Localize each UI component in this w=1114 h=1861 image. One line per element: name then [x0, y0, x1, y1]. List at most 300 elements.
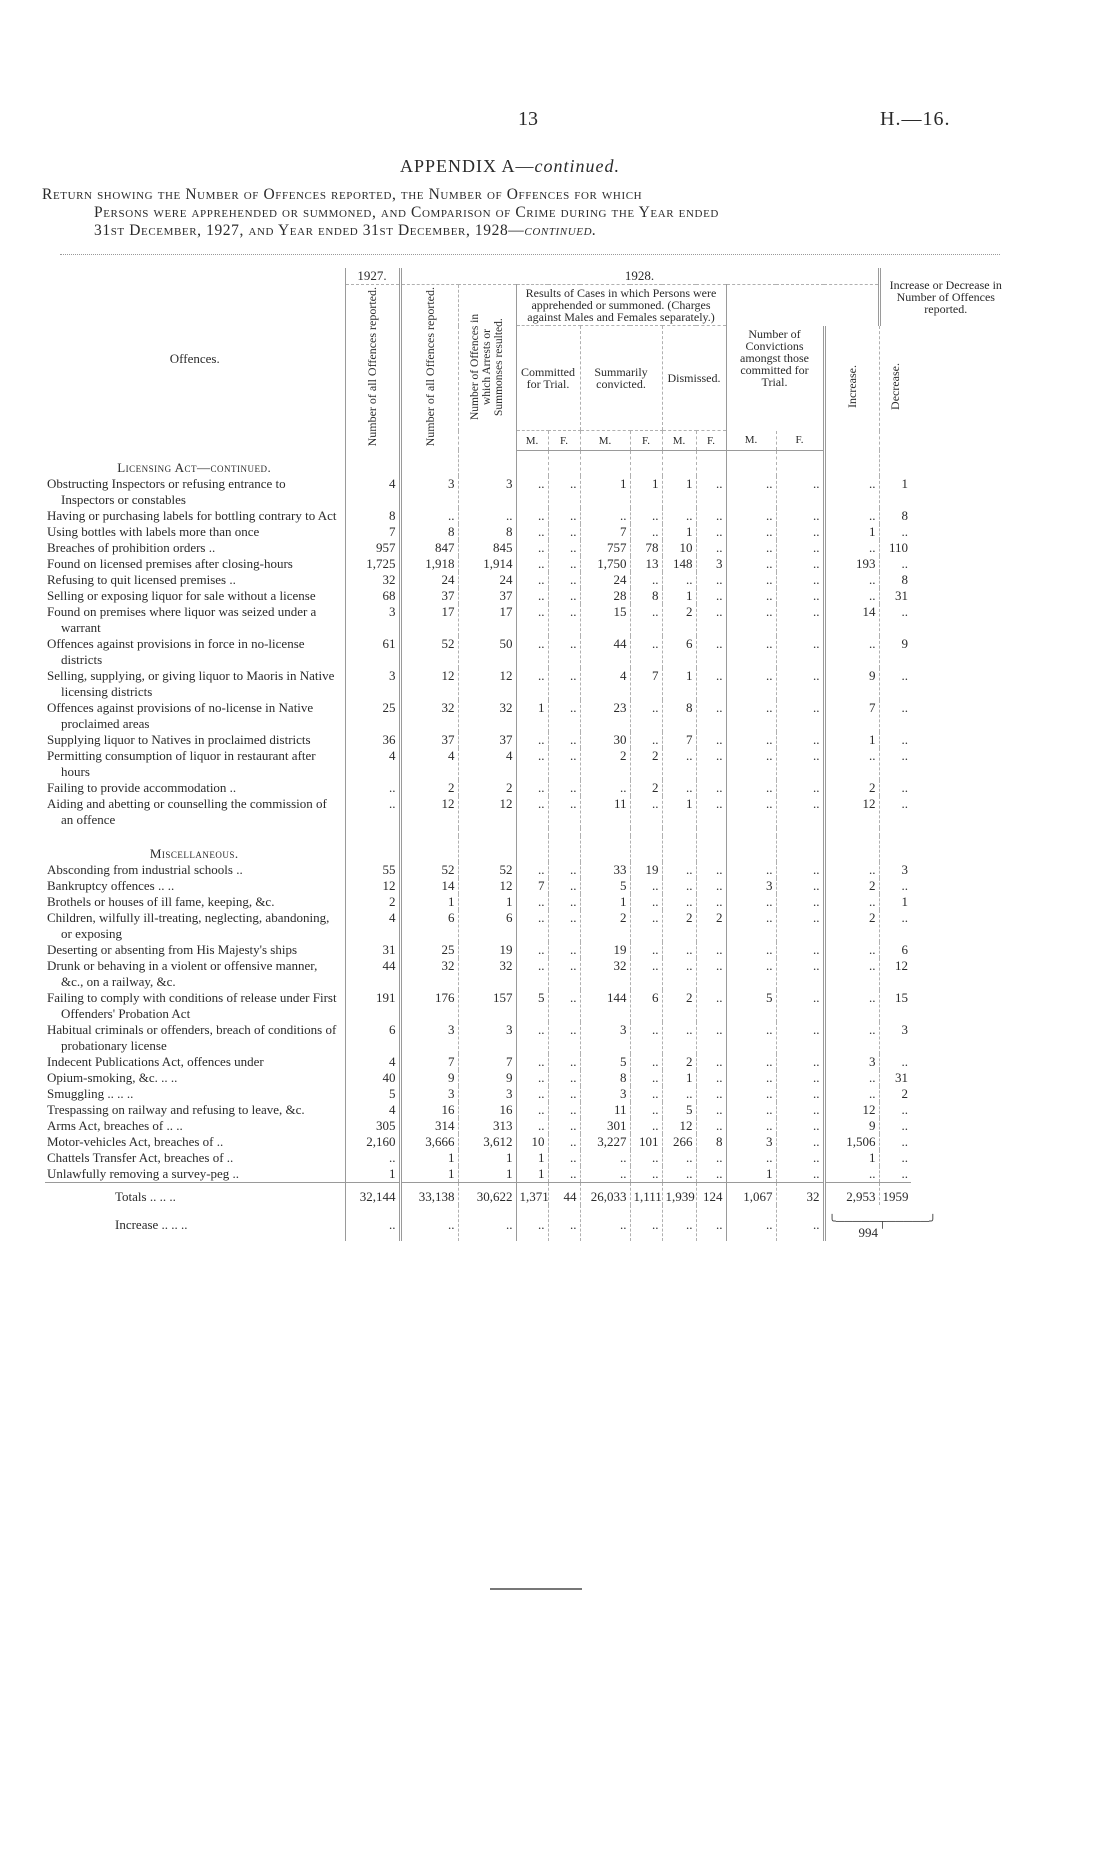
totals-cell: 32	[776, 1183, 824, 1206]
value-cell: ..	[824, 508, 879, 524]
value-cell: ..	[516, 732, 548, 748]
value-cell: ..	[548, 1070, 580, 1086]
table-row	[45, 540, 1011, 556]
table-row	[45, 1150, 1011, 1166]
table-row	[45, 1086, 1011, 1102]
value-cell: 7	[580, 524, 630, 540]
value-cell: 1	[824, 524, 879, 540]
value-cell: ..	[548, 1086, 580, 1102]
value-cell: 2	[824, 910, 879, 942]
heading-line-3-text: 31st December, 1927, and Year ended 31st December, 1928—	[94, 222, 525, 239]
value-cell: 17	[458, 604, 516, 636]
value-cell: 6	[400, 910, 458, 942]
value-cell: ..	[726, 1150, 776, 1166]
offence-label: Breaches of prohibition orders ..	[47, 540, 216, 556]
increase-label: Increase .. .. ..	[115, 1217, 188, 1233]
section-header-row	[45, 836, 1011, 862]
value-cell: ..	[516, 540, 548, 556]
value-cell: 3	[458, 476, 516, 508]
document-code: H.—16.	[880, 108, 951, 130]
value-cell: ..	[630, 604, 662, 636]
empty-cell	[580, 836, 630, 862]
value-cell: 3	[345, 668, 400, 700]
offence-label: Trespassing on railway and refusing to leave, &c.	[47, 1102, 305, 1118]
value-cell: ..	[548, 572, 580, 588]
table-row	[45, 476, 1011, 508]
value-cell: ..	[726, 1070, 776, 1086]
value-cell: ..	[776, 878, 824, 894]
value-cell: ..	[548, 942, 580, 958]
value-cell: 176	[400, 990, 458, 1022]
empty-cell	[516, 450, 548, 476]
empty-cell	[548, 836, 580, 862]
heading-line-1: Return showing the Number of Offences reported, the Number of Offences for which	[42, 186, 643, 203]
value-cell: 2	[345, 894, 400, 910]
value-cell: ..	[696, 1054, 726, 1070]
section-title: Miscellaneous.	[149, 846, 239, 862]
value-cell: ..	[776, 942, 824, 958]
net-increase-value: 994	[858, 1225, 879, 1241]
value-cell: ..	[824, 1070, 879, 1086]
value-cell: ..	[776, 780, 824, 796]
increase-cell: ..	[458, 1205, 516, 1241]
increase-cell: ..	[726, 1205, 776, 1241]
value-cell: ..	[726, 556, 776, 572]
header-summarily-f: F.	[630, 431, 662, 451]
value-cell: ..	[776, 476, 824, 508]
header-dismissed-f: F.	[696, 431, 726, 451]
header-decrease	[879, 326, 911, 451]
offence-label: Obstructing Inspectors or refusing entrance to Inspectors or constables	[47, 476, 286, 508]
value-cell: 68	[345, 588, 400, 604]
value-cell: ..	[824, 572, 879, 588]
appendix-title	[400, 156, 620, 177]
net-increase-cell	[824, 1205, 937, 1241]
table-row	[45, 1102, 1011, 1118]
increase-cell: ..	[548, 1205, 580, 1241]
value-cell: ..	[548, 524, 580, 540]
value-cell: ..	[726, 1086, 776, 1102]
header-increase-decrease: Increase or Decrease in Number of Offences reported.	[879, 268, 1011, 326]
table-row	[45, 1118, 1011, 1134]
value-cell: ..	[696, 1022, 726, 1054]
value-cell: ..	[696, 796, 726, 828]
value-cell: ..	[662, 958, 696, 990]
value-cell: ..	[776, 588, 824, 604]
empty-cell	[879, 836, 911, 862]
value-cell: ..	[548, 540, 580, 556]
value-cell: 78	[630, 540, 662, 556]
value-cell: ..	[776, 990, 824, 1022]
table-row	[45, 878, 1011, 894]
value-cell: 6	[458, 910, 516, 942]
value-cell: ..	[630, 1118, 662, 1134]
value-cell: 11	[580, 796, 630, 828]
value-cell: 3	[824, 1054, 879, 1070]
value-cell: ..	[776, 636, 824, 668]
increase-cell: ..	[776, 1205, 824, 1241]
value-cell: 1	[824, 732, 879, 748]
increase-row	[45, 1205, 1011, 1241]
value-cell: ..	[662, 878, 696, 894]
value-cell: ..	[726, 1022, 776, 1054]
value-cell: 31	[879, 588, 911, 604]
empty-cell	[824, 450, 879, 476]
value-cell: ..	[879, 1150, 911, 1166]
value-cell: 32	[400, 958, 458, 990]
value-cell: ..	[548, 1134, 580, 1150]
value-cell: ..	[776, 1118, 824, 1134]
value-cell: ..	[776, 894, 824, 910]
value-cell: ..	[548, 476, 580, 508]
value-cell: 6	[662, 636, 696, 668]
table-row	[45, 942, 1011, 958]
value-cell: 11	[580, 1102, 630, 1118]
value-cell: 33	[580, 862, 630, 878]
heading-line-3-italic: continued.	[524, 222, 597, 239]
value-cell: 1	[580, 894, 630, 910]
table-row	[45, 668, 1011, 700]
offence-label: Deserting or absenting from His Majesty's ships	[47, 942, 298, 958]
value-cell: ..	[696, 636, 726, 668]
value-cell: 1	[662, 524, 696, 540]
value-cell: 4	[400, 748, 458, 780]
value-cell: ..	[548, 1150, 580, 1166]
value-cell: ..	[580, 1150, 630, 1166]
value-cell: 1	[345, 1166, 400, 1183]
value-cell: ..	[662, 1150, 696, 1166]
value-cell: ..	[630, 1070, 662, 1086]
totals-cell: 1,371	[516, 1183, 548, 1206]
value-cell: ..	[726, 780, 776, 796]
value-cell: ..	[824, 540, 879, 556]
offence-label: Supplying liquor to Natives in proclaimed districts	[47, 732, 311, 748]
value-cell: 8	[345, 508, 400, 524]
value-cell: 1,914	[458, 556, 516, 572]
header-committed: Committed for Trial.	[516, 326, 580, 431]
offence-label: Offences against provisions of no-license in Native proclaimed areas	[47, 700, 314, 732]
value-cell: 3	[458, 1022, 516, 1054]
value-cell: ..	[516, 748, 548, 780]
value-cell: 3	[400, 1086, 458, 1102]
empty-cell	[726, 450, 776, 476]
value-cell: 1	[400, 894, 458, 910]
value-cell: ..	[726, 508, 776, 524]
value-cell: 23	[580, 700, 630, 732]
offence-label: Brothels or houses of ill fame, keeping, &c.	[47, 894, 275, 910]
value-cell: 4	[345, 476, 400, 508]
value-cell: 8	[879, 572, 911, 588]
value-cell: ..	[879, 700, 911, 732]
value-cell: ..	[630, 1054, 662, 1070]
value-cell: 5	[580, 878, 630, 894]
offence-label: Indecent Publications Act, offences under	[47, 1054, 264, 1070]
value-cell: ..	[630, 700, 662, 732]
value-cell: 32	[345, 572, 400, 588]
value-cell: ..	[696, 572, 726, 588]
increase-cell: ..	[662, 1205, 696, 1241]
value-cell: ..	[879, 1166, 911, 1183]
value-cell: ..	[824, 990, 879, 1022]
value-cell: ..	[776, 796, 824, 828]
value-cell: ..	[776, 604, 824, 636]
value-cell: ..	[516, 1118, 548, 1134]
header-summarily: Summarily convicted.	[580, 326, 662, 431]
totals-cell: 1,111	[630, 1183, 662, 1206]
value-cell: ..	[630, 878, 662, 894]
value-cell: 32	[580, 958, 630, 990]
value-cell: ..	[516, 476, 548, 508]
value-cell: ..	[776, 1166, 824, 1183]
value-cell: ..	[630, 1166, 662, 1183]
value-cell: ..	[726, 572, 776, 588]
value-cell: ..	[776, 540, 824, 556]
header-offences: Offences.	[169, 351, 220, 367]
value-cell: ..	[516, 1086, 548, 1102]
value-cell: 7	[345, 524, 400, 540]
value-cell: 2	[662, 910, 696, 942]
value-cell: 7	[662, 732, 696, 748]
value-cell: 1	[630, 476, 662, 508]
value-cell: 1	[580, 476, 630, 508]
value-cell: ..	[879, 668, 911, 700]
value-cell: 19	[580, 942, 630, 958]
value-cell: ..	[548, 958, 580, 990]
value-cell: ..	[879, 1054, 911, 1070]
empty-cell	[824, 836, 879, 862]
value-cell: ..	[879, 732, 911, 748]
table-row	[45, 780, 1011, 796]
value-cell: 3,612	[458, 1134, 516, 1150]
value-cell: 25	[400, 942, 458, 958]
value-cell: 5	[345, 1086, 400, 1102]
value-cell: ..	[662, 780, 696, 796]
table-row	[45, 556, 1011, 572]
increase-cell: ..	[580, 1205, 630, 1241]
table-row	[45, 748, 1011, 780]
table-row	[45, 1054, 1011, 1070]
totals-cell: 1,067	[726, 1183, 776, 1206]
offence-label: Chattels Transfer Act, breaches of ..	[47, 1150, 234, 1166]
value-cell: 6	[630, 990, 662, 1022]
value-cell: 9	[824, 1118, 879, 1134]
value-cell: 10	[662, 540, 696, 556]
value-cell: ..	[726, 862, 776, 878]
header-increase-text: Increase.	[845, 365, 860, 409]
table-body	[45, 450, 1011, 1241]
table-row	[45, 1134, 1011, 1150]
value-cell: 30	[580, 732, 630, 748]
offence-label: Absconding from industrial schools ..	[47, 862, 243, 878]
value-cell: ..	[630, 1022, 662, 1054]
empty-cell	[458, 450, 516, 476]
empty-cell	[879, 450, 911, 476]
value-cell: ..	[696, 524, 726, 540]
value-cell: 8	[879, 508, 911, 524]
value-cell: ..	[776, 572, 824, 588]
value-cell: ..	[516, 1054, 548, 1070]
value-cell: ..	[630, 732, 662, 748]
header-committed-f: F.	[548, 431, 580, 451]
increase-cell: ..	[345, 1205, 400, 1241]
value-cell: 12	[458, 668, 516, 700]
value-cell: ..	[879, 910, 911, 942]
value-cell: 17	[400, 604, 458, 636]
empty-cell	[696, 828, 726, 836]
empty-cell	[548, 450, 580, 476]
value-cell: ..	[516, 796, 548, 828]
table-row	[45, 732, 1011, 748]
value-cell: ..	[548, 588, 580, 604]
value-cell: ..	[776, 910, 824, 942]
value-cell: ..	[548, 910, 580, 942]
empty-cell	[580, 828, 630, 836]
table-row	[45, 588, 1011, 604]
value-cell: 5	[580, 1054, 630, 1070]
empty-cell	[400, 828, 458, 836]
value-cell: ..	[726, 958, 776, 990]
value-cell: 16	[400, 1102, 458, 1118]
value-cell: ..	[879, 796, 911, 828]
totals-cell: 1959	[879, 1183, 911, 1206]
value-cell: ..	[548, 604, 580, 636]
value-cell: 6	[345, 1022, 400, 1054]
value-cell: 305	[345, 1118, 400, 1134]
value-cell: 14	[400, 878, 458, 894]
value-cell: ..	[726, 1102, 776, 1118]
value-cell: ..	[824, 588, 879, 604]
appendix-continued: continued.	[534, 156, 620, 176]
table-row	[45, 604, 1011, 636]
table-row	[45, 508, 1011, 524]
value-cell: ..	[696, 862, 726, 878]
value-cell: ..	[776, 508, 824, 524]
offence-label: Drunk or behaving in a violent or offensive manner, &c., on a railway, &c.	[47, 958, 318, 990]
value-cell: ..	[776, 1054, 824, 1070]
empty-cell	[400, 450, 458, 476]
empty-cell	[548, 828, 580, 836]
header-year-1928: 1928.	[400, 268, 879, 285]
value-cell: ..	[696, 958, 726, 990]
value-cell: ..	[726, 476, 776, 508]
offence-label: Opium-smoking, &c. .. ..	[47, 1070, 178, 1086]
value-cell: ..	[776, 958, 824, 990]
value-cell: 15	[580, 604, 630, 636]
value-cell: 8	[580, 1070, 630, 1086]
value-cell: 266	[662, 1134, 696, 1150]
increase-cell: ..	[516, 1205, 548, 1241]
table-row	[45, 636, 1011, 668]
value-cell: 1	[662, 668, 696, 700]
value-cell: ..	[879, 604, 911, 636]
value-cell: 3	[580, 1022, 630, 1054]
value-cell: 16	[458, 1102, 516, 1118]
value-cell: ..	[516, 524, 548, 540]
value-cell: 6	[879, 942, 911, 958]
value-cell: ..	[696, 1070, 726, 1086]
value-cell: ..	[516, 1102, 548, 1118]
value-cell: ..	[548, 1022, 580, 1054]
empty-cell	[726, 836, 776, 862]
value-cell: ..	[548, 556, 580, 572]
value-cell: 7	[516, 878, 548, 894]
value-cell: 12	[400, 668, 458, 700]
table-row	[45, 894, 1011, 910]
value-cell: ..	[696, 732, 726, 748]
empty-cell	[580, 450, 630, 476]
value-cell: 2	[662, 1054, 696, 1070]
offence-label: Offences against provisions in force in no-license districts	[47, 636, 305, 668]
value-cell: ..	[548, 668, 580, 700]
value-cell: ..	[726, 524, 776, 540]
offence-label: Children, wilfully ill-treating, neglecting, abandoning, or exposing	[47, 910, 330, 942]
section-title: Licensing Act—continued.	[117, 460, 272, 476]
value-cell: ..	[879, 1134, 911, 1150]
appendix-label: APPENDIX A—	[400, 156, 535, 176]
value-cell: 1,506	[824, 1134, 879, 1150]
table-row	[45, 572, 1011, 588]
value-cell: ..	[548, 1166, 580, 1183]
value-cell: 44	[345, 958, 400, 990]
value-cell: ..	[726, 700, 776, 732]
offence-label: Selling or exposing liquor for sale without a license	[47, 588, 316, 604]
value-cell: ..	[516, 556, 548, 572]
value-cell: ..	[662, 1166, 696, 1183]
heading-line-2: Persons were apprehended or summoned, and Comparison of Crime during the Year ended	[94, 204, 719, 221]
empty-cell	[776, 828, 824, 836]
value-cell: ..	[776, 1150, 824, 1166]
value-cell: ..	[879, 780, 911, 796]
value-cell: 19	[458, 942, 516, 958]
value-cell: 7	[824, 700, 879, 732]
table-row	[45, 700, 1011, 732]
value-cell: 957	[345, 540, 400, 556]
empty-cell	[516, 836, 548, 862]
value-cell: 52	[400, 636, 458, 668]
empty-cell	[696, 836, 726, 862]
offence-label: Using bottles with labels more than once	[47, 524, 260, 540]
value-cell: ..	[630, 1086, 662, 1102]
value-cell: ..	[630, 1150, 662, 1166]
totals-cell: 33,138	[400, 1183, 458, 1206]
value-cell: ..	[548, 748, 580, 780]
value-cell: ..	[662, 1086, 696, 1102]
totals-cell: 1,939	[662, 1183, 696, 1206]
value-cell: ..	[879, 556, 911, 572]
value-cell: ..	[726, 894, 776, 910]
value-cell: 52	[400, 862, 458, 878]
header-convictions-f: F.	[776, 431, 824, 451]
value-cell: 12	[824, 796, 879, 828]
value-cell: ..	[776, 1134, 824, 1150]
value-cell: 3	[458, 1086, 516, 1102]
value-cell: ..	[516, 958, 548, 990]
value-cell: 15	[879, 990, 911, 1022]
empty-cell	[662, 836, 696, 862]
totals-cell: 30,622	[458, 1183, 516, 1206]
value-cell: 4	[345, 1102, 400, 1118]
value-cell: 193	[824, 556, 879, 572]
value-cell: 1,918	[400, 556, 458, 572]
value-cell: 1	[662, 588, 696, 604]
value-cell: ..	[400, 508, 458, 524]
value-cell: ..	[776, 1070, 824, 1086]
value-cell: 2	[662, 604, 696, 636]
value-cell: ..	[879, 748, 911, 780]
value-cell: ..	[696, 1118, 726, 1134]
value-cell: 4	[458, 748, 516, 780]
value-cell: 32	[458, 958, 516, 990]
